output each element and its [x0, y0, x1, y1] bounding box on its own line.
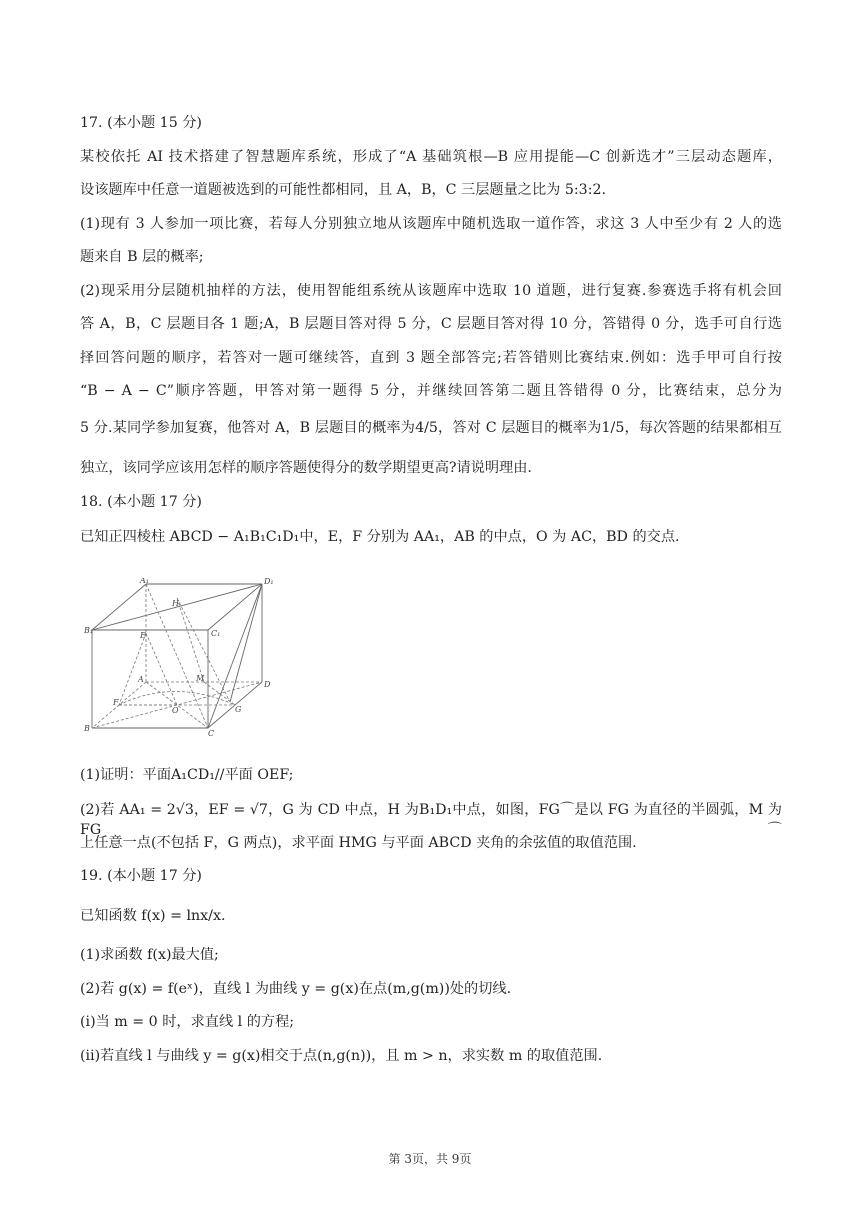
label-G: G — [235, 705, 242, 714]
q18-line: 已知正四棱柱 ABCD − A₁B₁C₁D₁中，E，F 分别为 AA₁，AB 的中点，O 为 AC，BD 的交点. — [80, 529, 680, 545]
q18-line: 上任意一点(不包括 F，G 两点)，求平面 HMG 与平面 ABCD 夹角的余弦值的取值范围. — [80, 835, 637, 851]
q17-header: 17. (本小题 15 分) — [80, 115, 202, 131]
label-B: B — [84, 724, 90, 733]
q17-line: (2)现采用分层随机抽样的方法，使用智能组系统从该题库中选取 10 道题，进行复赛.参赛选手将有机会回 — [80, 283, 782, 299]
q18-header: 18. (本小题 17 分) — [80, 494, 202, 510]
q17-line: 设该题库中任意一道题被选到的可能性都相同，且 A，B，C 三层题量之比为 5:3:2. — [80, 182, 607, 198]
q19-line: (2)若 g(x) = f(eˣ)，直线 l 为曲线 y = g(x)在点(m,g(m))处的切线. — [80, 981, 512, 997]
label-D: D — [264, 680, 271, 689]
q18-line: (1)证明：平面A₁CD₁//平面 OEF; — [80, 767, 294, 783]
q17-line: 择回答问题的顺序，若答对一题可继续答，直到 3 题全部答完;若答错则比赛结束.例如：选手甲可自行按 — [80, 350, 782, 366]
label-C: C — [208, 729, 215, 736]
q17-line: 题来自 B 层的概率; — [80, 249, 204, 265]
q19-line: (1)求函数 f(x)最大值; — [80, 947, 219, 963]
q19-line: 已知函数 f(x) = lnx/x. — [80, 908, 226, 924]
q18-line: (2)若 AA₁ = 2√3，EF = √7，G 为 CD 中点，H 为B₁D₁中点，如图，FG⌒是以 FG 为直径的半圆弧，M 为FG⌒ — [80, 802, 782, 838]
q17-line: (1)现有 3 人参加一项比赛，若每人分别独立地从该题库中随机选取一道作答，求这 3 人中至少有 2 人的选 — [80, 216, 782, 232]
label-A: A — [138, 675, 144, 684]
prism-figure — [84, 578, 274, 736]
label-O: O — [172, 706, 179, 715]
q19-line: (ⅱ)若直线 l 与曲线 y = g(x)相交于点(n,g(n))，且 m > n，求实数 m 的取值范围. — [80, 1048, 603, 1064]
label-E: E — [140, 631, 146, 640]
page-footer: 第 3页，共 9页 — [388, 1152, 472, 1166]
label-M: M — [196, 674, 205, 683]
q19-header: 19. (本小题 17 分) — [80, 868, 202, 884]
q17-line: 某校依托 AI 技术搭建了智慧题库系统，形成了“A 基础筑根—B 应用提能—C 创新选才”三层动态题库， — [80, 149, 782, 165]
label-B1: B₁ — [84, 626, 94, 635]
label-C1: C₁ — [211, 629, 221, 638]
q17-line: 答 A，B，C 层题目各 1 题;A，B 层题目答对得 5 分，C 层题目答对得 10 分，答错得 0 分，选手可自行选 — [80, 316, 782, 332]
q17-line: 5 分.某同学参加复赛，他答对 A，B 层题目的概率为4/5，答对 C 层题目的概率为1/5，每次答题的结果都相互 — [80, 420, 782, 436]
q19-line: (ⅰ)当 m = 0 时，求直线 l 的方程; — [80, 1014, 295, 1030]
q17-line: 独立，该同学应该用怎样的顺序答题使得分的数学期望更高?请说明理由. — [80, 460, 532, 476]
label-H: H — [172, 599, 179, 608]
q17-line: “B − A − C”顺序答题，甲答对第一题得 5 分，并继续回答第二题且答错得 0 分，比赛结束，总分为 — [80, 383, 782, 399]
label-D1: D₁ — [264, 578, 274, 586]
label-A1: A₁ — [140, 578, 149, 585]
label-F: F — [113, 698, 119, 707]
